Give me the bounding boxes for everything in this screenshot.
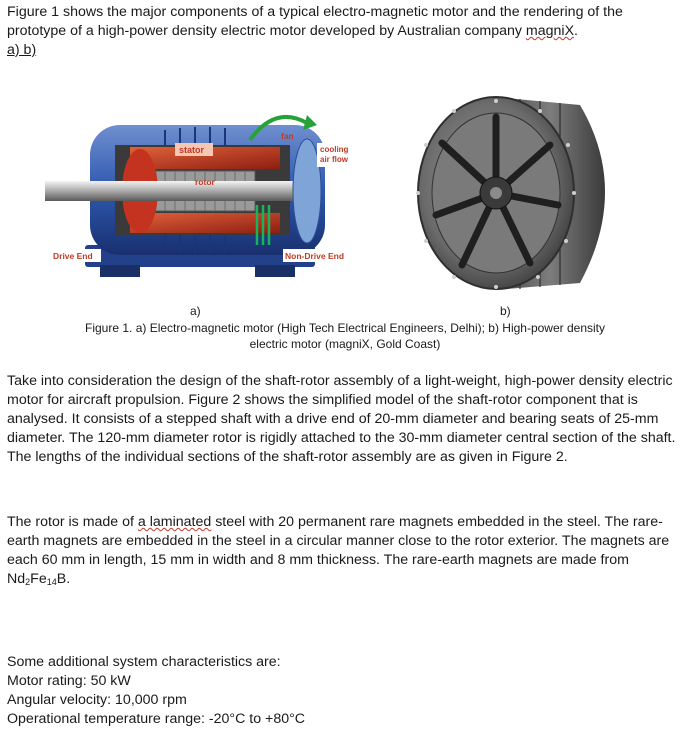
intro-line-2-text: prototype of a high-power density electric motor developed by Australian company (7, 23, 526, 39)
label-rotor: rotor (195, 177, 215, 187)
intro-subfig-ref: a) b) (7, 42, 37, 58)
figure-caption (45, 320, 645, 352)
label-stator: stator (179, 145, 205, 155)
rotor-paragraph (7, 513, 683, 592)
drum-hub-center (490, 187, 502, 199)
brand-magnix: magniX (525, 23, 575, 39)
motor-foot-right (255, 265, 295, 277)
specs-heading: Some additional system characteristics are: (7, 654, 281, 670)
label-fan: fan (281, 131, 294, 141)
spec-temperature-range: Operational temperature range: -20°C to +80°C (7, 711, 306, 727)
subfigure-label-b: b) (500, 304, 511, 318)
figure-caption-line-2: electric motor (magniX, Gold Coast) (249, 337, 441, 351)
intro-line-3 (7, 41, 683, 60)
label-drive-end: Drive End (53, 251, 93, 261)
laminated-term: a laminated (137, 514, 212, 530)
spec-motor-rating: Motor rating: 50 kW (7, 673, 131, 689)
intro-line-2-end: . (574, 23, 578, 39)
system-characteristics (7, 653, 683, 729)
intro-line-2 (7, 22, 683, 41)
formula-b: B. (56, 571, 71, 587)
spec-angular-velocity: Angular velocity: 10,000 rpm (7, 692, 187, 708)
figure-1 (45, 85, 645, 355)
air-flow-arrowhead (303, 115, 317, 130)
magnix-motor-image (400, 85, 635, 300)
rotor-paragraph-start: The rotor is made of (7, 514, 138, 530)
label-non-drive-end: Non-Drive End (285, 251, 345, 261)
subfigure-label-a: a) (190, 304, 201, 318)
formula-fe: Fe (30, 571, 47, 587)
motor-foot-left (100, 265, 140, 277)
label-air-flow: air flow (320, 155, 349, 164)
cooling-fan (293, 139, 321, 243)
figure-caption-line-1: Figure 1. a) Electro-magnetic motor (High Tech Electrical Engineers, Delhi); b) High-power density (85, 321, 605, 335)
formula-sub-2: 2 (25, 577, 31, 587)
motor-cutaway-image (45, 85, 355, 300)
intro-paragraph (7, 3, 683, 60)
intro-line-1: Figure 1 shows the major components of a typical electro-magnetic motor and the rendering of the (7, 4, 623, 20)
design-paragraph: Take into consideration the design of the shaft-rotor assembly of a light-weight, high-power density electric motor for aircraft propulsion. Figure 2 shows the simplified model of the shaft-rotor component that is analysed. It consists of a stepped shaft with a drive end of 20-mm diameter and bearing seats of 25-mm diameter. The 120-mm diameter rotor is rigidly attached to the 30-mm diameter central section of the shaft. The lengths of the individual sections of the shaft-rotor assembly are as given in Figure 2. (7, 373, 676, 465)
motor-shaft (45, 181, 295, 201)
rotor-paragraph-body: steel with 20 permanent rare magnets embedded in the steel. The rare-earth magnets are embedded in the steel in a circular manner close to the rotor exterior. The magnets are each 60 mm in length, 15 mm in width and 8 mm thickness. The rare-earth magnets are made from Nd (7, 514, 670, 587)
label-cooling: cooling (320, 145, 349, 154)
formula-sub-14: 14 (46, 577, 57, 587)
